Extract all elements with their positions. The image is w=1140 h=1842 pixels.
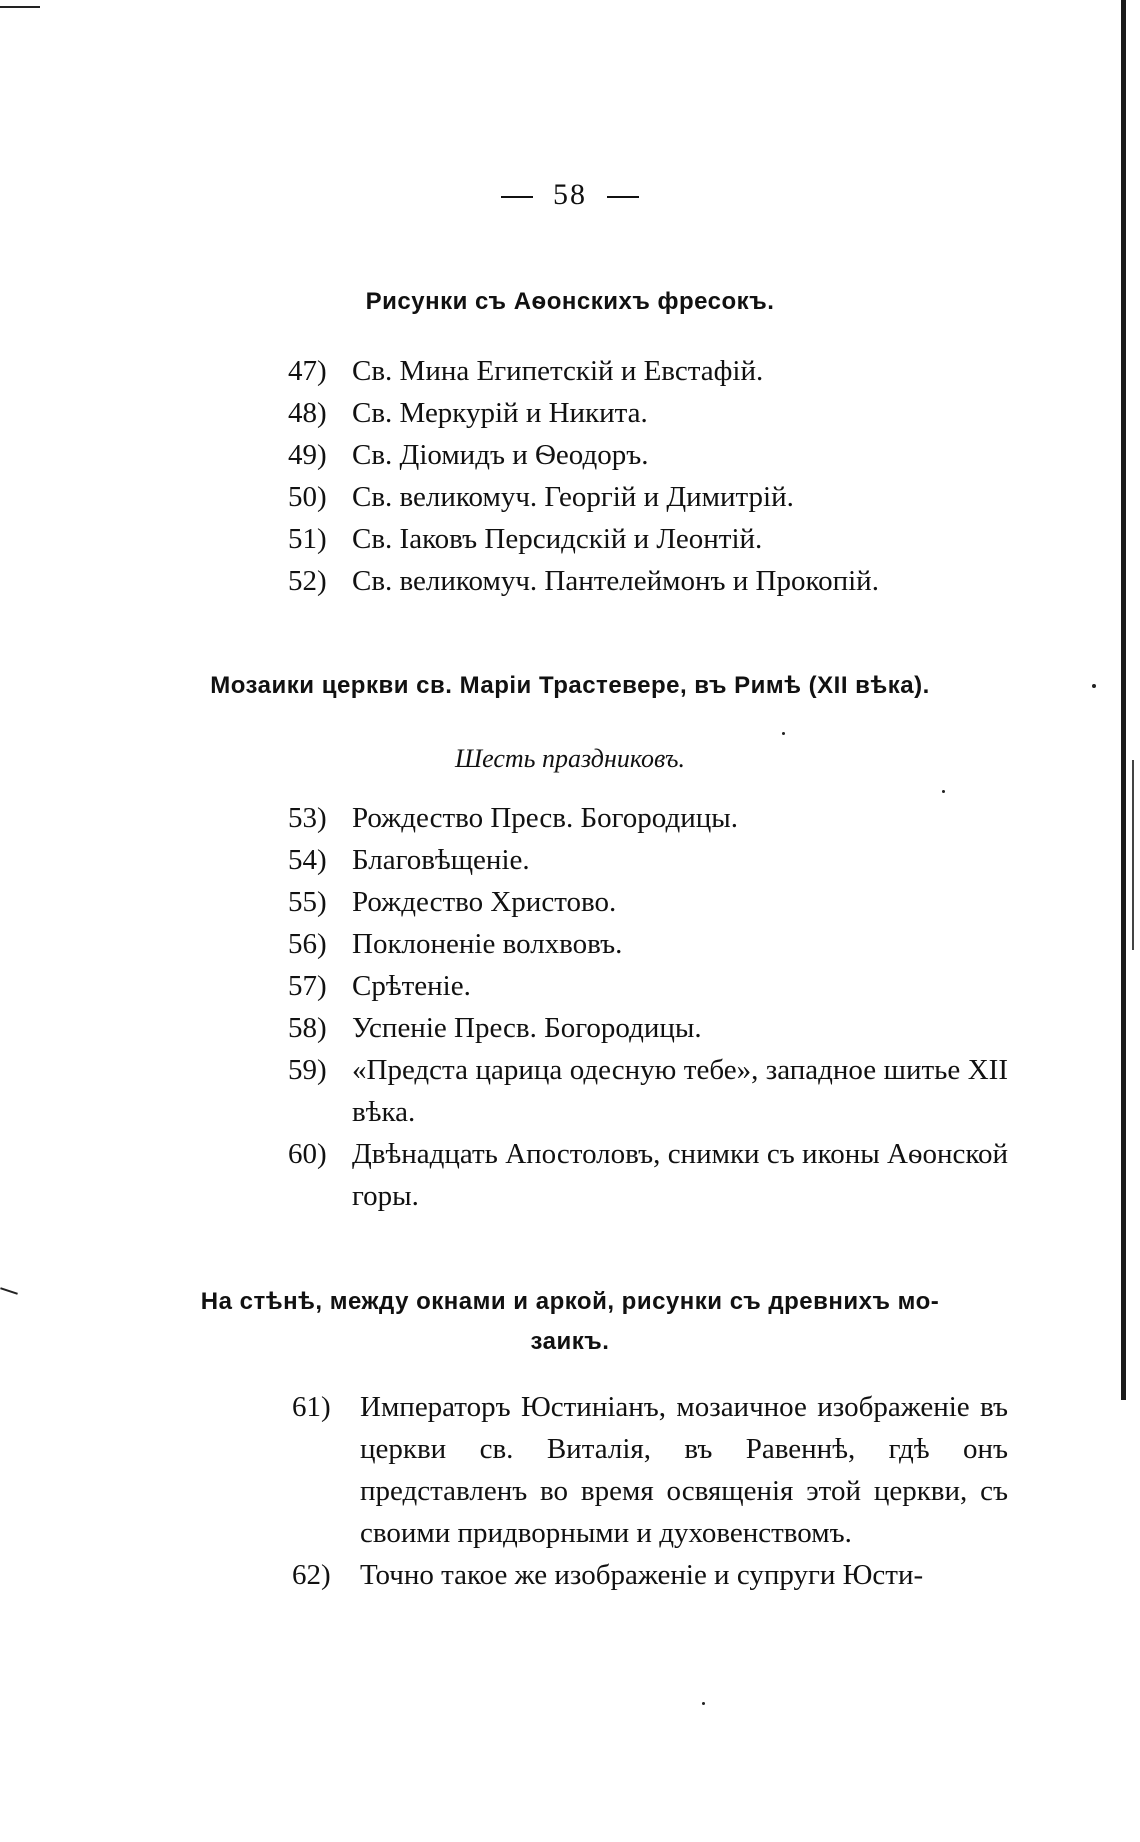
item-number: 59) <box>288 1054 327 1086</box>
item-number: 51) <box>288 523 327 555</box>
item-number: 55) <box>288 886 327 918</box>
list-wall-mosaics <box>292 1386 1008 1596</box>
item-number: 49) <box>288 439 327 471</box>
page-number-value: 58 <box>553 178 587 211</box>
item-text: Св. великомуч. Георгій и Димитрій. <box>352 481 794 513</box>
item-text: Двѣнадцать Апостоловъ, снимки съ иконы Аѳонской горы. <box>352 1138 1008 1212</box>
item-number: 48) <box>288 397 327 429</box>
scan-speck <box>782 732 785 735</box>
scan-corner-mark <box>0 6 40 8</box>
section-heading-wall-mosaics: На стѣнѣ, между окнами и аркой, рисунки съ древнихъ мо- <box>200 1288 940 1315</box>
list-item <box>288 923 1008 965</box>
list-item <box>292 1554 1008 1596</box>
item-text: Св. Діомидъ и Ѳеодоръ. <box>352 439 649 471</box>
page-number-dash-left <box>501 196 533 198</box>
item-number: 61) <box>292 1391 331 1423</box>
list-item <box>288 392 1008 434</box>
list-item <box>288 965 1008 1007</box>
list-item <box>288 839 1008 881</box>
scan-edge-line <box>1132 760 1134 950</box>
item-text: Рождество Христово. <box>352 886 617 918</box>
item-text: Св. Іаковъ Персидскій и Леонтій. <box>352 523 763 555</box>
list-item <box>288 1133 1008 1217</box>
item-number: 54) <box>288 844 327 876</box>
item-text: Поклоненіе волхвовъ. <box>352 928 623 960</box>
list-item <box>288 881 1008 923</box>
list-item <box>288 1007 1008 1049</box>
list-item <box>292 1386 1008 1554</box>
item-text: «Предста царица одесную тебе», западное шитье XII вѣка. <box>352 1054 1008 1128</box>
item-number: 57) <box>288 970 327 1002</box>
item-text: Успеніе Пресв. Богородицы. <box>352 1012 702 1044</box>
item-number: 62) <box>292 1559 331 1591</box>
page-number-dash-right <box>607 196 639 198</box>
list-item <box>288 518 1008 560</box>
item-text: Рождество Пресв. Богородицы. <box>352 802 738 834</box>
section-heading-wall-mosaics-cont: заикъ. <box>530 1328 610 1355</box>
page-number <box>0 178 1140 212</box>
scan-speck <box>942 790 945 793</box>
item-text: Императоръ Юстиніанъ, мозаичное изображеніе въ церкви св. Виталія, въ Равеннѣ, гдѣ онъ представленъ во время освященія этой церкви, съ своими придворными и духовенствомъ. <box>360 1391 1008 1549</box>
list-item <box>288 476 1008 518</box>
item-number: 47) <box>288 355 327 387</box>
list-item <box>288 797 1008 839</box>
item-text: Срѣтеніе. <box>352 970 471 1002</box>
scan-speck <box>702 1702 705 1705</box>
section-heading-trastevere-mosaics: Мозаики церкви св. Маріи Трастевере, въ Римѣ (XII вѣка). <box>210 672 930 699</box>
item-number: 52) <box>288 565 327 597</box>
item-text: Св. Мина Египетскій и Евстафій. <box>352 355 764 387</box>
item-text: Св. великомуч. Пантелеймонъ и Прокопій. <box>352 565 879 597</box>
item-text: Точно такое же изображеніе и супруги Юсти- <box>360 1559 924 1591</box>
list-athos-frescoes <box>288 350 1008 602</box>
item-number: 56) <box>288 928 327 960</box>
item-number: 53) <box>288 802 327 834</box>
list-item <box>288 1049 1008 1133</box>
list-item <box>288 434 1008 476</box>
list-item <box>288 560 1008 602</box>
item-number: 60) <box>288 1138 327 1170</box>
item-text: Св. Меркурій и Никита. <box>352 397 648 429</box>
section-heading-athos-frescoes: Рисунки съ Аѳонскихъ фресокъ. <box>365 288 775 315</box>
item-number: 58) <box>288 1012 327 1044</box>
list-item <box>288 350 1008 392</box>
item-text: Благовѣщеніе. <box>352 844 530 876</box>
list-trastevere-mosaics <box>288 797 1008 1217</box>
section-subheading-six-feasts: Шесть праздниковъ. <box>455 744 685 773</box>
item-number: 50) <box>288 481 327 513</box>
